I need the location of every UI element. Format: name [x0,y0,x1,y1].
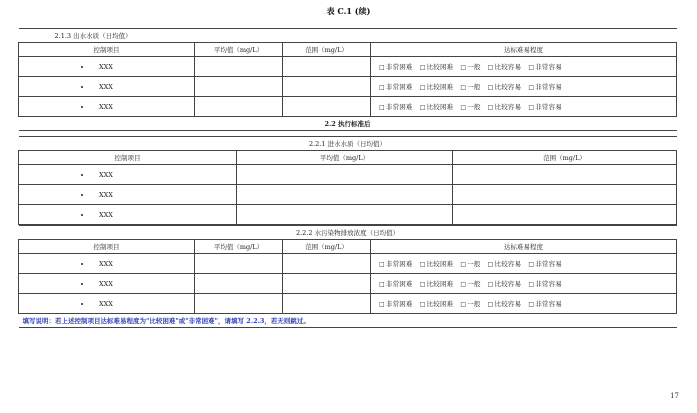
difficulty-option-label: 一般 [467,280,481,288]
checkbox-icon[interactable]: □ [528,104,535,111]
checkbox-icon[interactable]: □ [460,261,467,268]
section-2-2-1: 2.2.1 进水水质（日均值） [19,137,677,151]
checkbox-icon[interactable]: □ [460,64,467,71]
difficulty-option-label: 非常容易 [535,63,563,71]
difficulty-option-label: 非常困难 [385,260,413,268]
section-2-1-3: 2.1.3 出水水质（日均值） [19,29,677,43]
control-item: XXX [99,190,113,199]
difficulty-option[interactable] [420,300,454,308]
table-row [19,185,677,205]
difficulty-option-label: 非常容易 [535,260,563,268]
header-range: 范围（mg/L） [283,240,371,254]
range-cell[interactable] [283,254,371,274]
average-cell[interactable] [195,57,283,77]
table-row [19,165,677,185]
header-range: 范围（mg/L） [283,43,371,57]
checkbox-icon[interactable]: □ [379,84,385,91]
difficulty-option-label: 比较困难 [426,63,454,71]
difficulty-options[interactable] [371,294,677,314]
checkbox-icon[interactable]: □ [419,104,426,111]
bullet-icon [81,283,83,285]
range-cell[interactable] [453,165,677,185]
range-cell[interactable] [283,97,371,117]
average-cell[interactable] [237,165,453,185]
table-discharge-concentration [18,225,677,328]
difficulty-option-label: 非常容易 [535,83,563,91]
header-difficulty: 达标难易程度 [371,43,677,57]
difficulty-option[interactable] [528,63,562,71]
header-range: 范围（mg/L） [453,151,677,165]
checkbox-icon[interactable]: □ [419,301,426,308]
difficulty-option-label: 比较容易 [494,280,522,288]
checkbox-icon[interactable]: □ [460,84,467,91]
bullet-icon [81,263,83,265]
difficulty-option[interactable] [420,83,454,91]
average-cell[interactable] [195,97,283,117]
range-cell[interactable] [283,77,371,97]
bullet-icon [81,214,83,216]
bullet-icon [81,194,83,196]
header-difficulty: 达标难易程度 [371,240,677,254]
checkbox-icon[interactable]: □ [528,281,535,288]
difficulty-option[interactable] [460,260,480,268]
difficulty-option-label: 比较容易 [494,300,522,308]
checkbox-icon[interactable]: □ [487,84,494,91]
checkbox-icon[interactable]: □ [379,281,385,288]
difficulty-options[interactable] [371,77,677,97]
difficulty-option[interactable] [420,260,454,268]
control-item: XXX [99,102,113,111]
difficulty-option-label: 比较容易 [494,260,522,268]
fill-instruction-note: 填写说明：若上述控制项目达标难易程度为"比较困难"或"非常困难"，请填写 2.2.3，若无则跳过。 [19,314,677,328]
bullet-icon [81,106,83,108]
difficulty-option[interactable] [488,280,522,288]
range-cell[interactable] [453,185,677,205]
difficulty-option-label: 比较容易 [494,63,522,71]
checkbox-icon[interactable]: □ [419,281,426,288]
difficulty-option[interactable] [379,83,413,91]
section-2-2: 2.2 执行标准后 [19,117,677,131]
difficulty-option[interactable] [528,300,562,308]
checkbox-icon[interactable]: □ [487,301,494,308]
difficulty-option-label: 比较困难 [426,103,454,111]
table-title: 表 C.1 (续) [326,6,371,16]
difficulty-option-label: 非常困难 [385,300,413,308]
header-control-item: 控制项目 [19,151,237,165]
control-item: XXX [99,279,113,288]
range-cell[interactable] [453,205,677,225]
bullet-icon [81,174,83,176]
difficulty-option[interactable] [379,103,413,111]
difficulty-option[interactable] [460,63,480,71]
checkbox-icon[interactable]: □ [419,64,426,71]
table-effluent-quality [18,28,677,131]
difficulty-option[interactable] [488,260,522,268]
checkbox-icon[interactable]: □ [460,301,467,308]
difficulty-option[interactable] [460,103,480,111]
difficulty-option-label: 一般 [467,260,481,268]
control-item: XXX [99,259,113,268]
difficulty-option-label: 非常容易 [535,300,563,308]
difficulty-option[interactable] [488,103,522,111]
average-cell[interactable] [195,274,283,294]
difficulty-option[interactable] [379,260,413,268]
bullet-icon [81,66,83,68]
difficulty-option-label: 比较容易 [494,103,522,111]
difficulty-option[interactable] [460,280,480,288]
range-cell[interactable] [283,274,371,294]
average-cell[interactable] [195,254,283,274]
page-number: 17 [670,392,679,400]
difficulty-options[interactable] [371,254,677,274]
difficulty-option[interactable] [488,63,522,71]
difficulty-option[interactable] [528,103,562,111]
table-row [19,77,677,97]
difficulty-option-label: 一般 [467,300,481,308]
difficulty-option[interactable] [379,300,413,308]
range-cell[interactable] [283,57,371,77]
difficulty-options[interactable] [371,274,677,294]
table-influent-quality [18,136,677,225]
difficulty-option-label: 比较困难 [426,260,454,268]
difficulty-option-label: 比较容易 [494,83,522,91]
difficulty-option-label: 一般 [467,63,481,71]
average-cell[interactable] [237,205,453,225]
bullet-icon [81,303,83,305]
difficulty-option[interactable] [460,83,480,91]
difficulty-option-label: 非常困难 [385,63,413,71]
table-row [19,205,677,225]
checkbox-icon[interactable]: □ [487,281,494,288]
table-row [19,254,677,274]
checkbox-icon[interactable]: □ [460,104,467,111]
average-cell[interactable] [237,185,453,205]
checkbox-icon[interactable]: □ [419,84,426,91]
difficulty-option[interactable] [379,63,413,71]
difficulty-option[interactable] [488,300,522,308]
difficulty-option[interactable] [420,103,454,111]
bullet-icon [81,86,83,88]
checkbox-icon[interactable]: □ [379,64,385,71]
header-average: 平均值（mg/L） [237,151,453,165]
table-row [19,274,677,294]
control-item: XXX [99,82,113,91]
checkbox-icon[interactable]: □ [487,261,494,268]
checkbox-icon[interactable]: □ [528,64,535,71]
header-average: 平均值（mg/L） [195,240,283,254]
difficulty-option-label: 比较困难 [426,300,454,308]
checkbox-icon[interactable]: □ [379,104,385,111]
header-control-item: 控制项目 [19,43,195,57]
header-control-item: 控制项目 [19,240,195,254]
document-body [18,28,676,328]
difficulty-option-label: 非常容易 [535,103,563,111]
difficulty-option-label: 比较困难 [426,280,454,288]
difficulty-option-label: 非常困难 [385,103,413,111]
average-cell[interactable] [195,294,283,314]
checkbox-icon[interactable]: □ [379,261,385,268]
table-row [19,57,677,77]
difficulty-options[interactable] [371,97,677,117]
table-row [19,294,677,314]
range-cell[interactable] [283,294,371,314]
control-item: XXX [99,62,113,71]
checkbox-icon[interactable]: □ [528,301,535,308]
difficulty-option-label: 非常困难 [385,280,413,288]
checkbox-icon[interactable]: □ [528,84,535,91]
average-cell[interactable] [195,77,283,97]
checkbox-icon[interactable]: □ [379,301,385,308]
checkbox-icon[interactable]: □ [487,64,494,71]
difficulty-option[interactable] [379,280,413,288]
checkbox-icon[interactable]: □ [528,261,535,268]
difficulty-options[interactable] [371,57,677,77]
table-row [19,97,677,117]
control-item: XXX [99,210,113,219]
difficulty-option[interactable] [460,300,480,308]
difficulty-option-label: 非常困难 [385,83,413,91]
control-item: XXX [99,299,113,308]
difficulty-option[interactable] [528,260,562,268]
difficulty-option-label: 非常容易 [535,280,563,288]
control-item: XXX [99,170,113,179]
difficulty-option[interactable] [528,280,562,288]
difficulty-option[interactable] [420,63,454,71]
checkbox-icon[interactable]: □ [419,261,426,268]
difficulty-option-label: 比较困难 [426,83,454,91]
section-2-2-2: 2.2.2 水污染物排放浓度（日均值） [19,226,677,240]
difficulty-option-label: 一般 [467,103,481,111]
header-average: 平均值（mg/L） [195,43,283,57]
checkbox-icon[interactable]: □ [487,104,494,111]
difficulty-option-label: 一般 [467,83,481,91]
difficulty-option[interactable] [488,83,522,91]
checkbox-icon[interactable]: □ [460,281,467,288]
difficulty-option[interactable] [528,83,562,91]
difficulty-option[interactable] [420,280,454,288]
